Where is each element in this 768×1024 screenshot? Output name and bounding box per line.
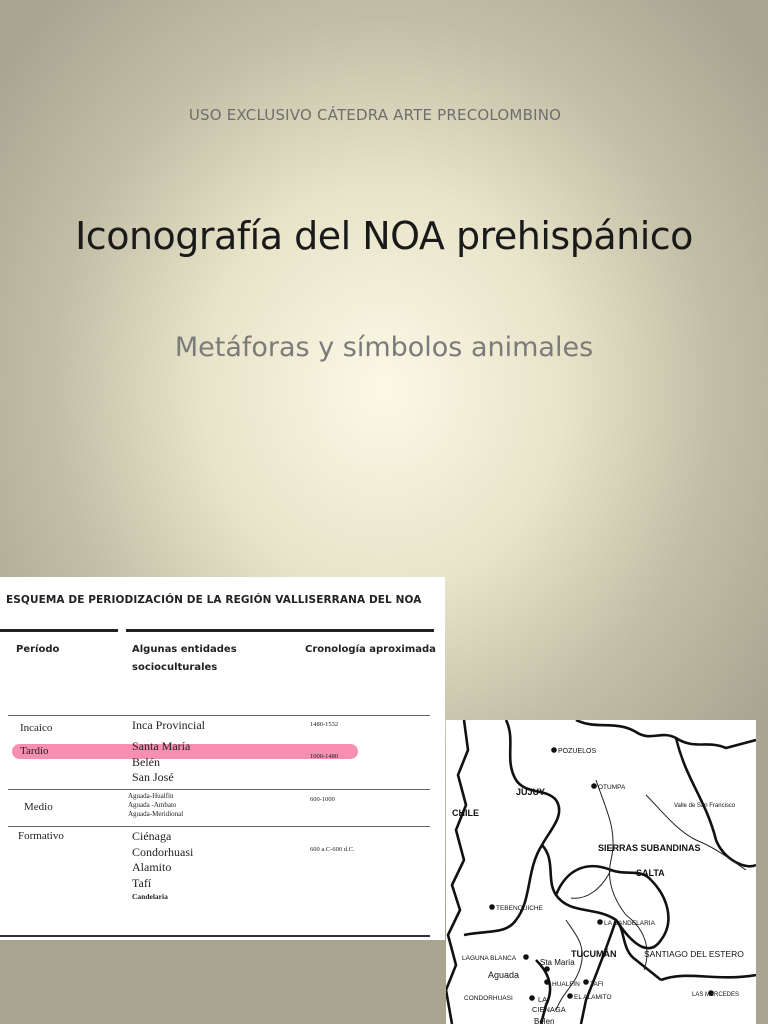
entity: Tafí [132,875,152,890]
border-line [661,975,756,980]
row-chronology-tardio: 1000-1480 [310,753,339,760]
map-label-otumpa: OTUMPA [598,784,626,791]
site-marker [529,995,535,1001]
row-chronology-medio: 600-1000 [310,796,335,803]
border-line [446,720,468,1024]
row-period-incaico: Incaico [20,722,53,734]
table-rule [0,629,118,632]
map-label-la: LA [538,995,548,1004]
map-label-aguada: Aguada [488,970,520,980]
map-label-alamito: EL ALAMITO [574,994,612,1001]
river-line [571,870,611,898]
site-marker [489,904,495,910]
entity: San José [132,770,174,784]
entity: Inca Provincial [132,718,205,732]
map-label-belen: Belen [534,1017,555,1024]
row-entities-formativo [132,829,193,903]
entity: Belén [132,754,160,769]
border-line [576,720,756,748]
row-period-formativo: Formativo [18,830,64,842]
entity: Alamito [132,860,172,874]
slide-title: Iconografía del NOA prehispánico [75,214,693,258]
site-marker [544,966,550,972]
map-label-candelaria: LA CANDELARIA [604,920,655,927]
row-entities-medio [128,792,183,819]
entity: Aguada -Ambato [128,801,177,809]
site-marker [583,979,589,985]
map-label-tafi: TAFI [590,981,604,988]
map-drawing [446,720,756,1024]
site-marker [591,783,597,789]
row-entities-tardio [132,739,190,786]
map-label-cienaga: CIENAGA [532,1005,566,1014]
entity: Santa María [132,739,191,753]
header-text: USO EXCLUSIVO CÁTEDRA ARTE PRECOLOMBINO [188,106,562,124]
map-label-hualfin: HUALFIN [552,981,580,988]
slide-subtitle: Metáforas y símbolos animales [174,332,594,363]
column-header-entities [132,641,237,677]
map-label-valle-san-francisco: Valle de San Francisco [674,803,736,809]
row-period-medio: Medio [24,801,53,813]
column-header-entities-line2: socioculturales [132,662,218,673]
site-marker [567,993,573,999]
periodization-table-image [0,577,445,940]
border-line [464,845,542,935]
row-period-tardio: Tardío [20,745,49,757]
entity: Aguada-Meridional [128,810,184,818]
map-label-las-mercedes: LAS MERCEDES [692,992,740,998]
column-header-entities-line1: Algunas entidades [132,644,237,655]
border-line [581,920,616,1024]
map-label-salta: SALTA [636,868,665,878]
map-label-sta-maria: Sta María [540,958,575,967]
map-label-chile: CHILE [452,808,479,818]
table-divider [8,789,430,790]
entity: Candelaria [132,892,168,901]
column-header-period: Período [16,644,60,655]
row-entities-incaico [132,718,205,734]
row-chronology-formativo: 600 a.C-600 d.C. [310,846,355,853]
table-heading: ESQUEMA DE PERIODIZACIÓN DE LA REGIÓN VALLISERRANA DEL NOA [6,594,422,606]
map-label-jujuy: JUJUY [516,787,546,797]
map-label-pozuelos: POZUELOS [558,748,597,755]
border-line [506,720,559,845]
entity: Aguada-Hualfín [128,792,174,800]
map-label-tucuman: TUCUMÁN [571,949,617,959]
table-divider [8,826,430,827]
row-chronology-incaico: 1480-1532 [310,721,339,728]
map-label-condorhuasi: CONDORHUASI [464,995,513,1002]
site-marker [597,919,603,925]
site-marker [551,747,557,753]
map-label-sierras: SIERRAS SUBANDINAS [598,843,701,853]
map-label-santiago: SANTIAGO DEL ESTERO [644,949,744,959]
site-marker [523,954,529,960]
site-marker [544,979,550,985]
column-header-chronology: Cronología aproximada [305,644,436,655]
map-label-tebenquiche: TEBENQUICHE [496,905,543,912]
noa-map-image [446,720,756,1024]
entity: Condorhuasi [132,844,194,859]
map-label-laguna-blanca: LAGUNA BLANCA [462,955,517,962]
table-divider [8,715,430,716]
table-rule [126,629,434,632]
entity: Ciénaga [132,829,172,843]
table-bottom-rule [0,935,430,937]
